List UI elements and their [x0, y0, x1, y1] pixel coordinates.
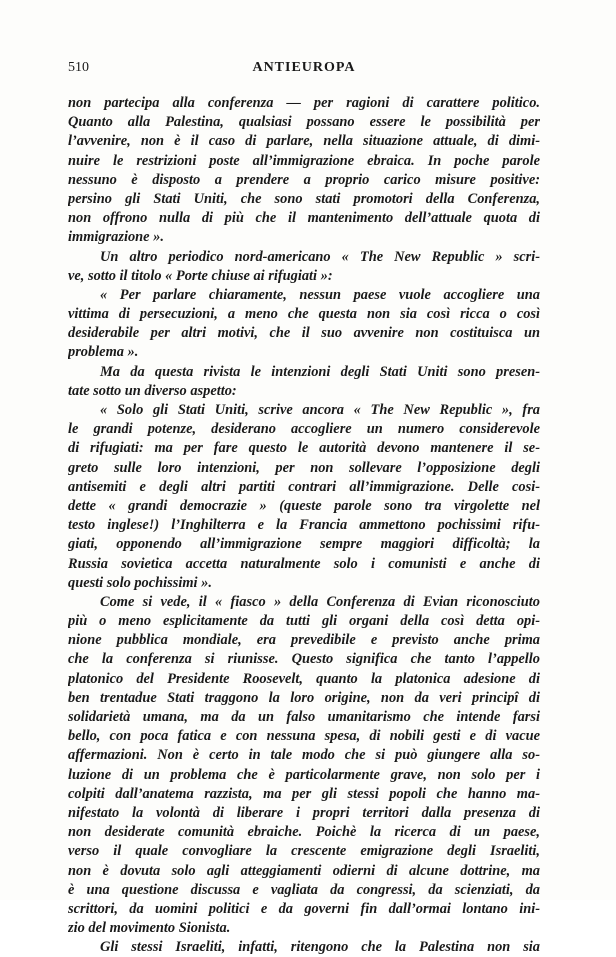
text-line: problema ». — [68, 344, 139, 361]
text-line: non offrono nulla di più che il mantenimento dell’attuale quota di — [68, 210, 540, 227]
text-line: solidarietà umana, ma da un falso umanitarismo che intende farsi — [68, 709, 540, 725]
text-line: nione pubblica mondiale, era prevedibile e previsto anche prima — [68, 632, 540, 649]
text-line: « Solo gli Stati Uniti, scrive ancora « The New Republic », fra — [100, 402, 540, 418]
text-line: Come si vede, il « fiasco » della Conferenza di Evian riconosciuto — [100, 593, 540, 610]
text-line: le grandi potenze, desiderano accogliere un numero considerevole — [68, 421, 540, 438]
text-line: l’avvenire, non è il caso di parlare, nella situazione attuale, di dimi- — [68, 133, 540, 150]
text-line: bello, con poca fatica e con nessuna spesa, di nobili gesti e di vacue — [68, 728, 540, 745]
text-line: Quanto alla Palestina, qualsiasi possano essere le possibilità per — [68, 114, 540, 131]
text-line: scrittori, da uomini politici e da governi fin dall’ormai lontano ini- — [68, 900, 540, 917]
text-line: nuire le restrizioni poste all’immigrazione ebraica. In poche parole — [68, 152, 540, 169]
text-line: ben trentadue Stati traggono la loro origine, non da veri principî di — [68, 689, 540, 706]
text-line: giati, opponendo all’immigrazione sempre maggiori difficoltà; la — [68, 536, 540, 553]
body-text — [68, 94, 540, 957]
text-line: « Per parlare chiaramente, nessun paese vuole accogliere una — [100, 286, 540, 303]
text-line: greto sulle loro intenzioni, per non sollevare l’opposizione degli — [68, 459, 540, 476]
text-line: non desiderate comunità ebraiche. Poichè la ricerca di un paese, — [68, 824, 540, 841]
text-line: questi solo pochissimi ». — [68, 574, 212, 591]
text-line: ve, sotto il titolo « Porte chiuse ai rifugiati »: — [68, 267, 333, 284]
text-line: antisemiti e degli altri partiti contrari all’immigrazione. Delle cosi- — [68, 478, 540, 495]
text-line: non è dovuta solo agli atteggiamenti odierni di alcune dottrine, ma — [68, 862, 540, 879]
text-line: nessuno è disposto a prendere a proprio carico misure positive: — [68, 171, 540, 188]
text-line: immigrazione ». — [68, 229, 164, 246]
text-line: Gli stessi Israeliti, infatti, ritengono che la Palestina non sia — [100, 939, 540, 956]
page-number: 510 — [68, 60, 89, 75]
running-title: ANTIEUROPA — [252, 60, 356, 75]
text-line: testo inglese!) l’Inghilterra e la Francia ammettono pochissimi rifu- — [68, 517, 540, 534]
text-line: non partecipa alla conferenza — per ragioni di carattere politico. — [68, 95, 540, 111]
text-line: Ma da questa rivista le intenzioni degli Stati Uniti sono presen- — [100, 363, 540, 380]
text-line: più o meno esplicitamente da tutti gli organi della così detta opi- — [68, 613, 540, 630]
text-line: colpiti dall’anatema razzista, ma per gli stessi popoli che hanno ma- — [68, 785, 540, 802]
text-line: desiderabile per altri motivi, che il suo avvenire non costituisca un — [68, 325, 540, 342]
text-line: verso il quale convogliare la crescente emigrazione degli Israeliti, — [68, 843, 540, 860]
text-line: nifestato la volontà di liberare i propri territori dalla presenza di — [68, 804, 540, 821]
text-line: luzione di un problema che è particolarmente grave, non solo per i — [68, 766, 540, 783]
text-line: zio del movimento Sionista. — [68, 920, 231, 937]
text-line: è una questione discussa e vagliata da congressi, da scienziati, da — [68, 881, 540, 898]
page-header — [68, 60, 540, 80]
text-line: che la conferenza si riunisse. Questo significa che tanto l’appello — [68, 651, 540, 668]
text-line: persino gli Stati Uniti, che sono stati promotori della Conferenza, — [68, 190, 540, 207]
text-line: Russia sovietica accetta naturalmente solo i comunisti e anche di — [68, 555, 540, 572]
text-line: tate sotto un diverso aspetto: — [68, 382, 237, 399]
text-line: vittima di persecuzioni, a meno che questa non sia così ricca o così — [68, 306, 540, 323]
text-line: di rifugiati: ma per fare questo le autorità devono mantenere il se- — [68, 440, 540, 457]
text-line: Un altro periodico nord-americano « The New Republic » scri- — [100, 248, 540, 265]
text-line: dette « grandi democrazie » (queste parole sono tra virgolette nel — [68, 497, 540, 514]
text-line: platonico del Presidente Roosevelt, quanto la platonica adesione di — [68, 670, 540, 687]
text-line: affermazioni. Non è certo in tale modo che si può giungere alla so- — [68, 747, 540, 764]
